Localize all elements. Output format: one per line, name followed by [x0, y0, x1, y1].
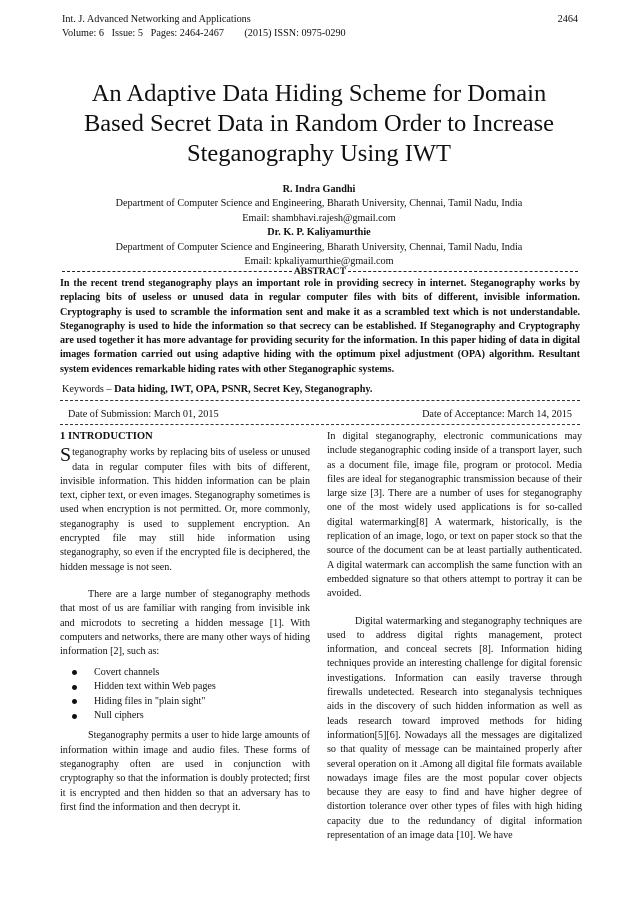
author-name: Dr. K. P. Kaliyamurthie — [267, 227, 371, 239]
paragraph: In digital steganography, electronic communications may include steganographic coding inside of a transport layer, such as a document file, image file, program or protocol. Media files are ideal for steganographic transmission because of their large size [3]. There are a number of uses for steganography one of the most widely used applications is for so-called digital watermarking[8] A watermark, historically, is the replication of an image, logo, or text on paper stock so that the source of the document can be at least partially authenticated. A digital watermark can accomplish the same function with an embedded signature so that others attempt to portray it can be avoided. — [327, 431, 582, 600]
acceptance-date: Date of Acceptance: March 14, 2015 — [422, 409, 572, 420]
running-header — [62, 13, 578, 41]
title-line-2: Based Secret Data in Random Order to Increase — [83, 110, 555, 137]
bullet-icon — [72, 714, 77, 719]
bullet-icon — [72, 670, 77, 675]
right-column — [327, 430, 582, 843]
dashed-separator — [60, 424, 580, 425]
volume-line: Volume: 6 Issue: 5 Pages: 2464-2467 (2015) ISSN: 0975-0290 — [62, 28, 346, 39]
dashed-rule — [62, 271, 292, 272]
list-item: Hiding files in "plain sight" — [60, 694, 310, 709]
journal-name: Int. J. Advanced Networking and Applications — [62, 14, 251, 25]
dashed-separator — [60, 400, 580, 401]
keywords — [62, 383, 578, 397]
list-item: Hidden text within Web pages — [60, 680, 310, 695]
paragraph: Digital watermarking and steganography techniques are used to address digital rights management, protect information, and conceal secrets [8]. Information hiding techniques provide an interesting challenge for digital forensic investigations. Information can easily traverse through firewalls undetected. Research into steganalysis techniques aids in the discovery of such hidden information as well as leads research toward improved methods for hiding information[5][6]. Nowadays all the messages are digitalized so that quality of message can be maintained properly after several operation on it .Among all digital file formats available nowadays image files are the most popular cover objects because they are easy to find and have higher degree of distortion tolerance over other types of files with high hiding capacity due to the redundancy of digital information representation of an image data [10]. We have — [327, 615, 582, 842]
paper-title — [40, 79, 598, 169]
intro-paragraph-text: teganography works by replacing bits of useless or unused data in regular computer files with bits of different, invisible information. This hidden information can be plain text, cipher text, or even images. Steganography sometimes is used when encryption is not permitted. Or, more commonly, steganography is used to supplement encryption. An encrypted file may still hide information using steganography, so even if the encrypted file is deciphered, the hidden message is not seen. — [60, 447, 310, 573]
left-column — [60, 430, 310, 815]
bullet-list — [60, 665, 310, 723]
keywords-value: Data hiding, IWT, OPA, PSNR, Secret Key, Steganography. — [114, 384, 373, 395]
list-item: Null ciphers — [60, 709, 310, 724]
author-block — [40, 183, 598, 269]
paragraph: Steganography permits a user to hide large amounts of information within image and audio files. These forms of steganography often are used in conjunction with cryptography so that the information is doubly protected; first it is encrypted and then hidden so that an adversary has to first find the information and then decrypt it. — [60, 730, 310, 813]
paragraph: There are a large number of steganography methods that most of us are familiar with ranging from invisible ink and microdots to secreting a hidden message [1]. With computers and networks, there are many other ways of hiding information [2], such as: — [60, 588, 310, 658]
abstract-text: In the recent trend steganography plays an important role in providing secrecy in internet. Steganography works by replacing bits of useless or unused data in regular computer files with bits of different, invisible information. Cryptography is used to scramble the information sent and make it as a scrambled text which is not understandable. Steganography is used to hide the information so that secrecy can be established. If Steganography and Cryptography are used together it has more advantage for providing security for the information. In this paper hiding of data in digital images formation carried out using adaptive hiding with the optimum pixel adjustment (OPA) algorithm. Resultant system evidences remarkable hiding rates with other Steganographic systems. — [60, 278, 580, 375]
dashed-rule — [348, 271, 578, 272]
title-line-1: An Adaptive Data Hiding Scheme for Domain — [91, 80, 547, 107]
keywords-label: Keywords – — [62, 384, 112, 395]
submission-date: Date of Submission: March 01, 2015 — [68, 409, 219, 420]
section-heading: 1 INTRODUCTION — [60, 431, 153, 442]
intro-paragraph — [60, 446, 310, 575]
author-name: R. Indra Gandhi — [282, 184, 356, 195]
abstract-heading-rule — [60, 266, 580, 277]
author-email: Email: kpkaliyamurthie@gmail.com — [244, 256, 394, 268]
list-item: Covert channels — [60, 665, 310, 680]
author-affiliation: Department of Computer Science and Engineering, Bharath University, Chennai, Tamil Nadu, India — [115, 241, 523, 253]
bullet-icon — [72, 699, 77, 704]
drop-cap: S — [60, 444, 72, 467]
author-email: Email: shambhavi.rajesh@gmail.com — [242, 212, 396, 224]
page-number: 2464 — [557, 14, 578, 25]
title-line-3: Steganography Using IWT — [187, 140, 451, 167]
dates-row — [68, 408, 572, 422]
abstract-heading: ABSTRACT — [293, 266, 347, 277]
bullet-icon — [72, 685, 77, 690]
author-affiliation: Department of Computer Science and Engineering, Bharath University, Chennai, Tamil Nadu, India — [115, 198, 523, 210]
